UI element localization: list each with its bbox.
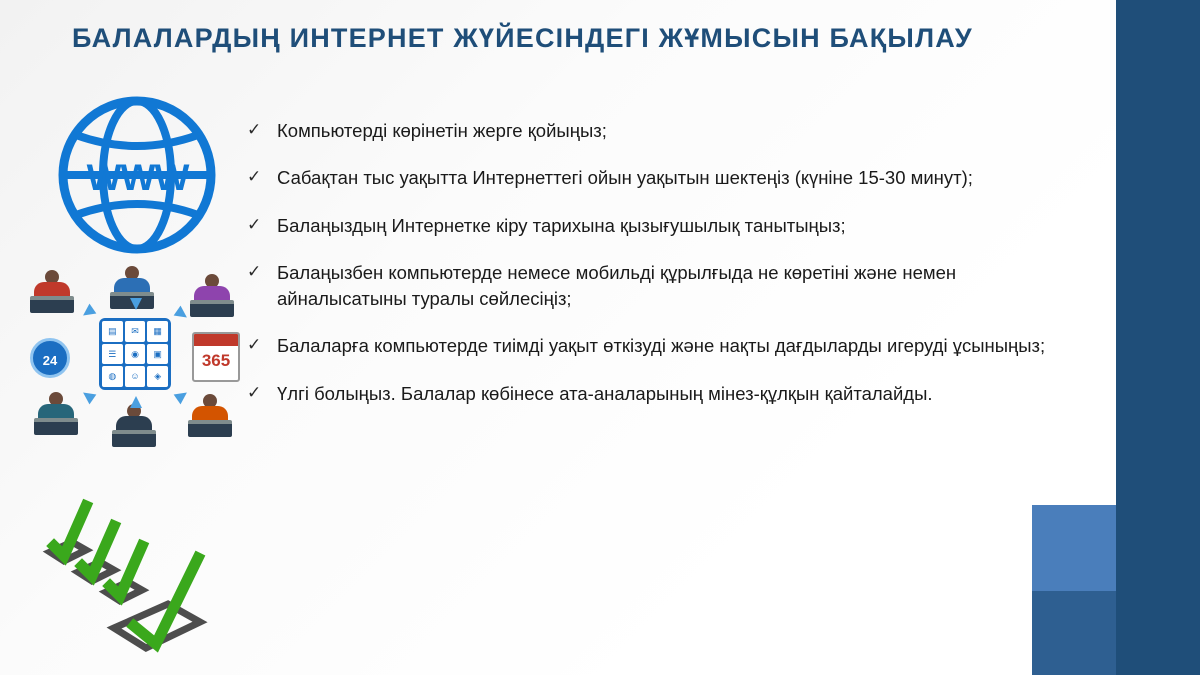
app-tiles-hub xyxy=(99,318,171,390)
list-item xyxy=(245,118,1075,144)
list-item-text: Балаңыздың Интернетке кіру тарихына қызығушылық танытыңыз; xyxy=(277,214,846,236)
person-with-laptop-icon xyxy=(186,274,238,316)
hub-tile: ▦ xyxy=(147,321,168,342)
accent-block-lower xyxy=(1032,591,1116,675)
connector-arrow-icon xyxy=(130,298,142,310)
list-item xyxy=(245,333,1075,359)
checklist-illustration xyxy=(28,480,233,655)
globe-icon xyxy=(50,95,225,255)
list-item-text: Сабақтан тыс уақытта Интернеттегі ойын уақытын шектеңіз (күніне 15-30 минут); xyxy=(277,167,973,189)
hub-tile: ◉ xyxy=(125,344,146,365)
person-with-laptop-icon xyxy=(30,392,82,434)
right-sidebar-band xyxy=(1116,0,1200,675)
connector-arrow-icon xyxy=(130,396,142,408)
list-item-text: Компьютерді көрінетін жерге қойыңыз; xyxy=(277,120,607,141)
globe-www-label: WWW xyxy=(86,157,189,198)
checkmark-icon: ✓ xyxy=(247,335,262,355)
list-item xyxy=(245,260,1075,313)
network-collage-image xyxy=(26,270,241,455)
calendar-365-icon xyxy=(192,332,240,382)
list-item xyxy=(245,213,1075,239)
person-with-laptop-icon xyxy=(108,404,160,446)
twentyfour-hours-badge-icon: 24 xyxy=(30,338,70,378)
bullet-list xyxy=(245,118,1075,428)
hub-tile: ▣ xyxy=(147,344,168,365)
hub-tile: ◍ xyxy=(102,366,123,387)
person-with-laptop-icon xyxy=(184,394,236,436)
list-item-text: Балаңызбен компьютерде немесе мобильді құрылғыда не көретіні және немен айналысатыны туралы сөйлесіңіз; xyxy=(277,261,957,310)
checkmark-icon: ✓ xyxy=(247,167,262,187)
list-item-text: Үлгі болыңыз. Балалар көбінесе ата-аналарының мінез-құлқын қайталайды. xyxy=(277,382,933,404)
page-title: БАЛАЛАРДЫҢ ИНТЕРНЕТ ЖҮЙЕСІНДЕГІ ЖҰМЫСЫН БАҚЫЛАУ xyxy=(72,23,973,53)
checkmark-icon: ✓ xyxy=(247,120,262,139)
checkmark-icon: ✓ xyxy=(247,382,262,402)
connector-arrow-icon xyxy=(80,388,97,405)
illustration-column xyxy=(20,95,235,655)
hub-tile: ☺ xyxy=(125,366,146,387)
hub-tile: ◈ xyxy=(147,366,168,387)
checkmark-icon: ✓ xyxy=(247,261,262,281)
calendar-number: 365 xyxy=(201,351,231,370)
hub-tile: ▤ xyxy=(102,321,123,342)
person-with-laptop-icon xyxy=(26,270,78,312)
checkmark-icon: ✓ xyxy=(247,214,262,234)
list-item xyxy=(245,165,1075,191)
list-item xyxy=(245,381,1075,407)
accent-block-mid xyxy=(1032,505,1116,591)
hub-tile: ✉ xyxy=(125,321,146,342)
list-item-text: Балаларға компьютерде тиімді уақыт өткізуді және нақты дағдыларды игеруді ұсыныңыз; xyxy=(277,335,1046,357)
hub-tile: ☰ xyxy=(102,344,123,365)
connector-arrow-icon xyxy=(80,304,97,321)
